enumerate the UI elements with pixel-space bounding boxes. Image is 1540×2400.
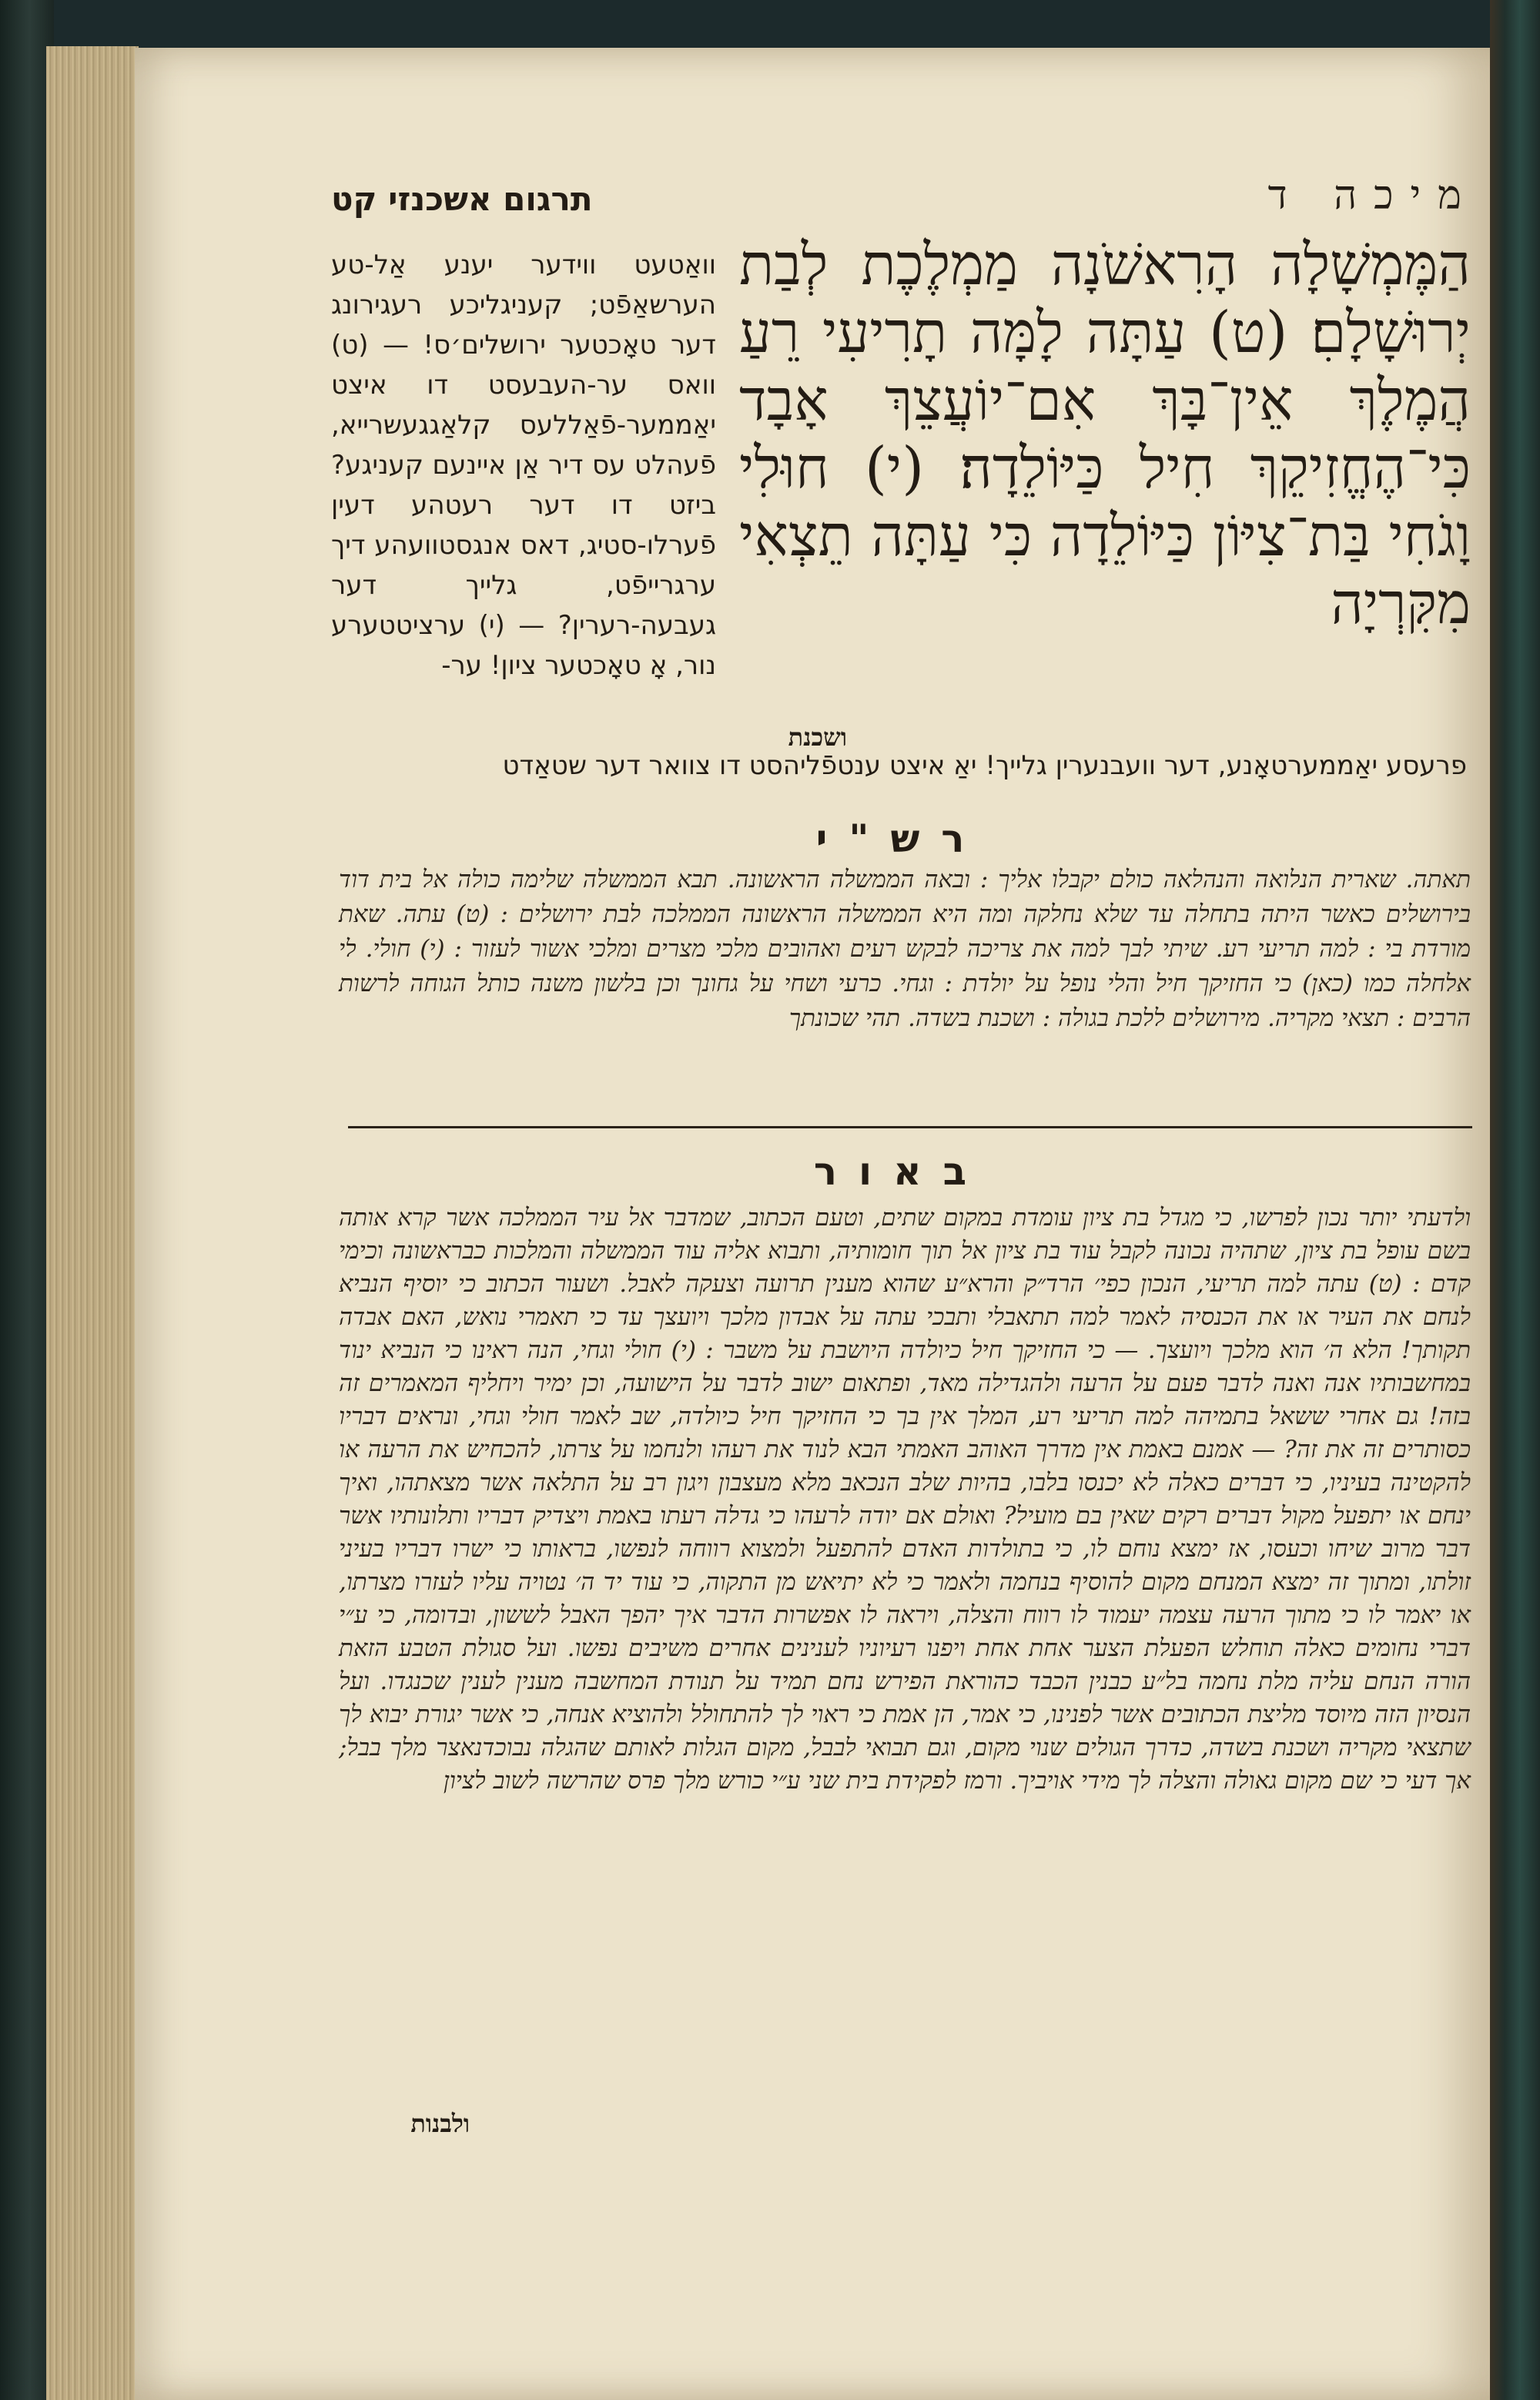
rashi-commentary: תאתה. שארית הנלואה והנהלאה כולם יקבלו אליך : ובאה הממשלה הראשונה. תבא הממשלה שלימה כולה אל בית דוד בירושלים כאשר היתה בתחלה עד שלא נחלקה ומה היא הממשלה הראשונה הממלכה לבת ירושלים : (ט) עתה. שאת מורדת בי : למה תריעי רע. שיתי לבך למה את צריכה לבקש רעים ואהובים מלכי מצרים ומלכי אשור לעזור : (י) חולי. לי אלחלה כמו (כאן) כי החזיקך חיל והלי נופל על יולדת : וגחי. כרעי ושחי על גחונך וכן בלשון משנה כותל הגוחה לרשות הרבים : תצאי מקריה. מירושלים ללכת בגולה : ושכנת בשדה. תהי שכונתך bbox=[339, 866, 1471, 1032]
biur-catchword: ולבנות bbox=[410, 2109, 470, 2138]
section-divider bbox=[348, 1126, 1472, 1128]
biblical-verse-text: הַמֶּמְשָׁלָה הָרִאשֹׁנָה מַמְלֶכֶת לְבַת יְרוּשָׁלָםִ׃ (ט) עַתָּה לָמָּה תָרִיעִי רֵעַ הֲמֶלֶךְ אֵין־בָּךְ אִם־יוֹעֲצֵךְ אָבָד כִּי־הֶחֱזִיקֵךְ חִיל כַּיּוֹלֵדָה׃ (י) חוּלִי וָגֹחִי בַּת־צִיּוֹן כַּיּוֹלֵדָה כִּי עַתָּה תֵצְאִי מִקִּרְיָה bbox=[739, 232, 1471, 637]
page-edges bbox=[46, 46, 139, 2400]
verse-catchword: ושכנת bbox=[788, 722, 847, 752]
right-cover bbox=[1490, 0, 1540, 2400]
running-head bbox=[331, 173, 1478, 226]
targum-continuation: פרעסע יאַממערטאָנע, דער וועבנערין גלייך! יאַ איצט ענטפֿליהסט דו צוואר דער שטאַדט bbox=[502, 750, 1467, 781]
rashi-heading: רש"י bbox=[815, 816, 986, 861]
targum-title: תרגום אשכנזי קט bbox=[331, 180, 593, 218]
biur-commentary: ולדעתי יותר נכון לפרשו, כי מגדל בת ציון עומדת במקום שתים, וטעם הכתוב, שמדבר אל עיר הממלכה אשר קרא אותה בשם עופל בת ציון, שתהיה נכונה לקבל עוד בת ציון אל תוך חומותיה, ותבוא אליה עוד הממשלה והמלכות כבראשונה וכימי קדם : (ט) עתה למה תריעי, הנכון כפי׳ הרד״ק והרא״ע שהוא מענין תרועה וצעקה לאבל. ושעור הכתוב כי יוסיף הנביא לנחם את העיר או את הכנסיה לאמר למה תתאבלי ותבכי עתה על אבדון מלכך ויועצך עד כי תאמרי נואש, האם אבדה תקותך! הלא ה׳ הוא מלכך ויועצך. — כי החזיקך חיל כיולדה היושבת על משבר : (י) חולי וגחי, הנה ראינו כי הנביא ינוד במחשבותיו אנה ואנה לדבר פעם על הרעה ולהגדילה מאד, ופתאום ישוב לדבר על הישועה, וכן ימיר ויחליף המאמרים זה בזה! גם אחרי ששאל בתמיהה למה תריעי רע, המלך אין בך כי החזיקך חיל כיולדה, שב לאמר חולי וגחי, ונראים דבריו כסותרים זה את זה? — אמנם באמת אין מדרך האוהב האמתי הבא לנוד את רעהו ולנחמו על צרתו, להכחיש את הרעה או להקטינה בעיניו, כי דברים כאלה לא יכנסו בלבו, בהיות שלב הנכאב מלא מעצבון ויגון רב על התלאה אשר מצאתהו, ואיך ינחם או יתפעל מקול דברים רקים שאין בם מועיל? ואולם אם יודה לרעהו כי גדלה רעתו באמת ויצדיק דבריו ותלונותיו אשר דבר מרוב שיחו וכעסו, אז ימצא נוחם לו, כי בתולדות האדם להתפעל ולמצוא רווחה לנפשו, בראותו כי ישרו דבריו בעיני זולתו, ומתוך זה ימצא המנחם מקום להוסיף בנחמה ולאמר כי לא יתיאש מן התקוה, כי עוד יד ה׳ נטויה עליו לעזרו מצרתו, או יאמר לו כי מתוך הרעה עצמה יעמוד לו רווח והצלה, ויראה לו אפשרות הדבר איך יהפך האבל לששון, ובדומה, כי ע״י דברי נחומים כאלה תוחלש הפעלת הצער אחת אחת ויפנו רעיוניו לענינים אחרים משיבים נפשו. ועל סגולת הטבע הזאת הורה הנחם עליה מלת נחמה בל״ע כבנין הכבד כהוראת הפירש נחם תמיד על תנודת המחשבה מענין לענין שכנגדו. ועל הנסיון הזה מיוסד מליצת הכתובים אשר לפנינו, כי אמר, הן אמת כי ראוי לך להתחולל ולהוציא אנחה, כי אשר יגורת יבוא לך שתצאי מקריה ושכנת בשדה, כדרך הגולים שנוי מקום, וגם תבואי לבבל, מקום הגלות לאותם שהגלה נבוכדנאצר מלך בבל; אך דעי כי שם מקום גאולה והצלה לך מידי אויביך. ורמז לפקידת בית שני ע״י כורש מלך פרס שהרשה לשוב לציון bbox=[339, 1204, 1471, 1795]
targum-column: וואַטעט ווידער יענע אַל-טע הערשאַפֿט; קעניגליכע רעגירונג דער טאָכטער ירושלים׳ס! — (ט) וואס ער-העבעסט דו איצט יאַממער-פֿאַללעס קלאַגגעשרייא, פֿעהלט עס דיר אַן איינעם קעניגע? ביזט דו דער רעטהע דעין פֿערלו-סטיג, דאס אנגסטוועהע דיך ערגרייפֿט, גלייך דער געבעה-רערין? — (י) ערציטטערע נור, אָ טאָכטער ציון! ער- bbox=[331, 250, 716, 681]
biur-heading: באור bbox=[813, 1149, 989, 1194]
book-chapter-title: מיכה ד bbox=[1267, 173, 1478, 219]
